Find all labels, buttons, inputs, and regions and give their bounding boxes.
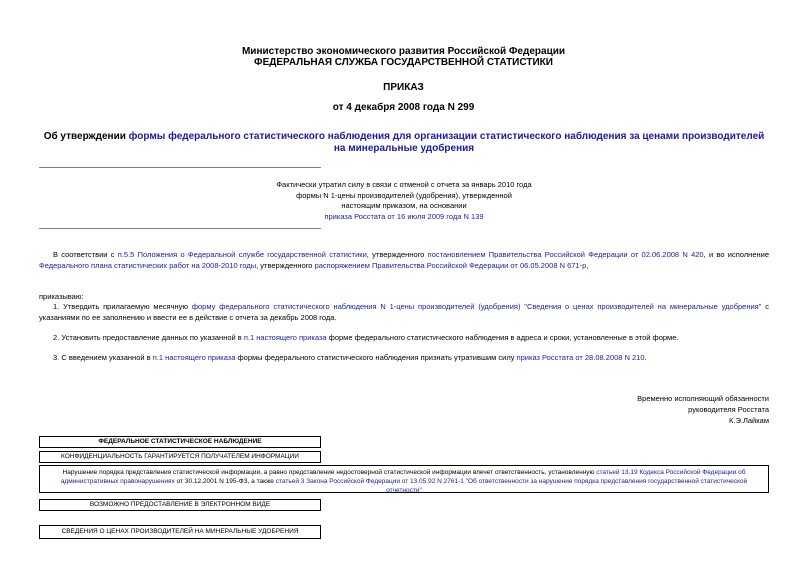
title-form-link[interactable]: формы федерального статистического наблюдения для организации статистического наблюдения за ценами производителей на минеральные удобрения: [128, 131, 765, 154]
intro-paragraph: [39, 249, 769, 271]
signature-line2: руководителя Росстата: [688, 405, 769, 414]
law-article-link[interactable]: статьей 3 Закона Российской Федерации от 13.05.92 N 2761-1 "Об ответственности за нарушение порядка представления государственной статистической отчетности": [275, 478, 748, 494]
item-1-text: с указаниями по ее заполнению и ввести ее в действие с отчета за декабрь 2008 года.: [39, 302, 769, 322]
divider-top: [39, 167, 321, 168]
item-2-text: форме федерального статистического наблюдения в адреса и сроки, установленные в этой форме.: [326, 333, 679, 342]
item-2: [39, 332, 769, 343]
signature-line1: Временно исполняющий обязанности: [637, 394, 769, 403]
box-info-title: СВЕДЕНИЯ О ЦЕНАХ ПРОИЗВОДИТЕЛЕЙ НА МИНЕРАЛЬНЫЕ УДОБРЕНИЯ: [39, 525, 321, 539]
intro-text: В соответствии с: [53, 250, 118, 259]
divider-bottom: [39, 228, 321, 229]
regulation-link[interactable]: п.5.5 Положения о Федеральной службе государственной статистики: [117, 250, 367, 259]
intro-text: , утвержденного: [256, 261, 315, 270]
doc-type: ПРИКАЗ: [383, 82, 424, 93]
koap-article-link[interactable]: статьей 13.19 Кодекса Российской Федерации об административных правонарушениях: [60, 469, 746, 485]
lost-force-order-link[interactable]: приказа Росстата от 16 июля 2009 года N 139: [324, 211, 484, 221]
rosstat-order-210-link[interactable]: приказ Росстата от 28.08.2008 N 210: [516, 353, 645, 362]
government-decree-link[interactable]: постановлением Правительства Российской Федерации от 02.06.2008 N 420: [427, 250, 704, 259]
intro-text: ,: [586, 261, 589, 270]
intro-text: , утвержденного: [366, 250, 428, 259]
item-3-p1-link[interactable]: п.1 настоящего приказа: [152, 353, 236, 362]
lost-force-line3: настоящим приказом, на основании: [341, 201, 467, 210]
signature-name: К.Э.Лайкам: [729, 416, 769, 425]
item-3-text: .: [644, 353, 647, 362]
service-name: ФЕДЕРАЛЬНАЯ СЛУЖБА ГОСУДАРСТВЕННОЙ СТАТИСТИКИ: [254, 57, 553, 68]
box-federal-observation: ФЕДЕРАЛЬНОЕ СТАТИСТИЧЕСКОЕ НАБЛЮДЕНИЕ: [39, 436, 321, 448]
box-electronic: ВОЗМОЖНО ПРЕДОСТАВЛЕНИЕ В ЭЛЕКТРОННОМ ВИДЕ: [39, 499, 321, 511]
box-confidentiality: КОНФИДЕНЦИАЛЬНОСТЬ ГАРАНТИРУЕТСЯ ПОЛУЧАТЕЛЕМ ИНФОРМАЦИИ: [39, 451, 321, 463]
signature-block: [637, 393, 769, 426]
box-violation-warning: [39, 465, 769, 493]
item-2-p1-link[interactable]: п.1 настоящего приказа: [243, 333, 327, 342]
item-3-text: формы федерального статистического наблюдения признать утратившим силу: [235, 353, 517, 362]
form-link[interactable]: форму федерального статистического наблюдения N 1-цены производителей (удобрения) "Сведения о ценах производителей на минеральные удобрения": [191, 302, 762, 311]
item-3-text: 3. С введением указанной в: [53, 353, 153, 362]
prikazyvayu-text: приказываю:: [39, 292, 84, 301]
ministry-name: Министерство экономического развития Российской Федерации: [241, 46, 566, 57]
item-1-text: 1. Утвердить прилагаемую месячную: [53, 302, 192, 311]
item-3: [39, 352, 769, 363]
item-2-text: 2. Установить предоставление данных по указанной в: [53, 333, 244, 342]
doc-title: [40, 131, 768, 155]
violation-text: от 30.12.2001 N 195-ФЗ, а также: [174, 478, 276, 485]
government-order-link[interactable]: распоряжением Правительства Российской Федерации от 06.05.2008 N 671-р: [314, 261, 587, 270]
intro-text: , и во исполнение: [703, 250, 769, 259]
doc-date-number: от 4 декабря 2008 года N 299: [332, 102, 475, 113]
item-1: [39, 301, 769, 323]
lost-force-line2: формы N 1-цены производителей (удобрения), утвержденной: [296, 190, 512, 200]
lost-force-note: [230, 180, 578, 222]
title-prefix: Об утверждении: [43, 131, 129, 142]
violation-text: Нарушение порядка представления статистической информации, а равно представление недостоверной статистической информации влечет ответственность, установленную: [62, 469, 597, 476]
lost-force-line1: Фактически утратил силу в связи с отменой с отчета за январь 2010 года: [276, 180, 532, 189]
federal-plan-link[interactable]: Федерального плана статистических работ на 2008-2010 годы: [39, 261, 257, 270]
